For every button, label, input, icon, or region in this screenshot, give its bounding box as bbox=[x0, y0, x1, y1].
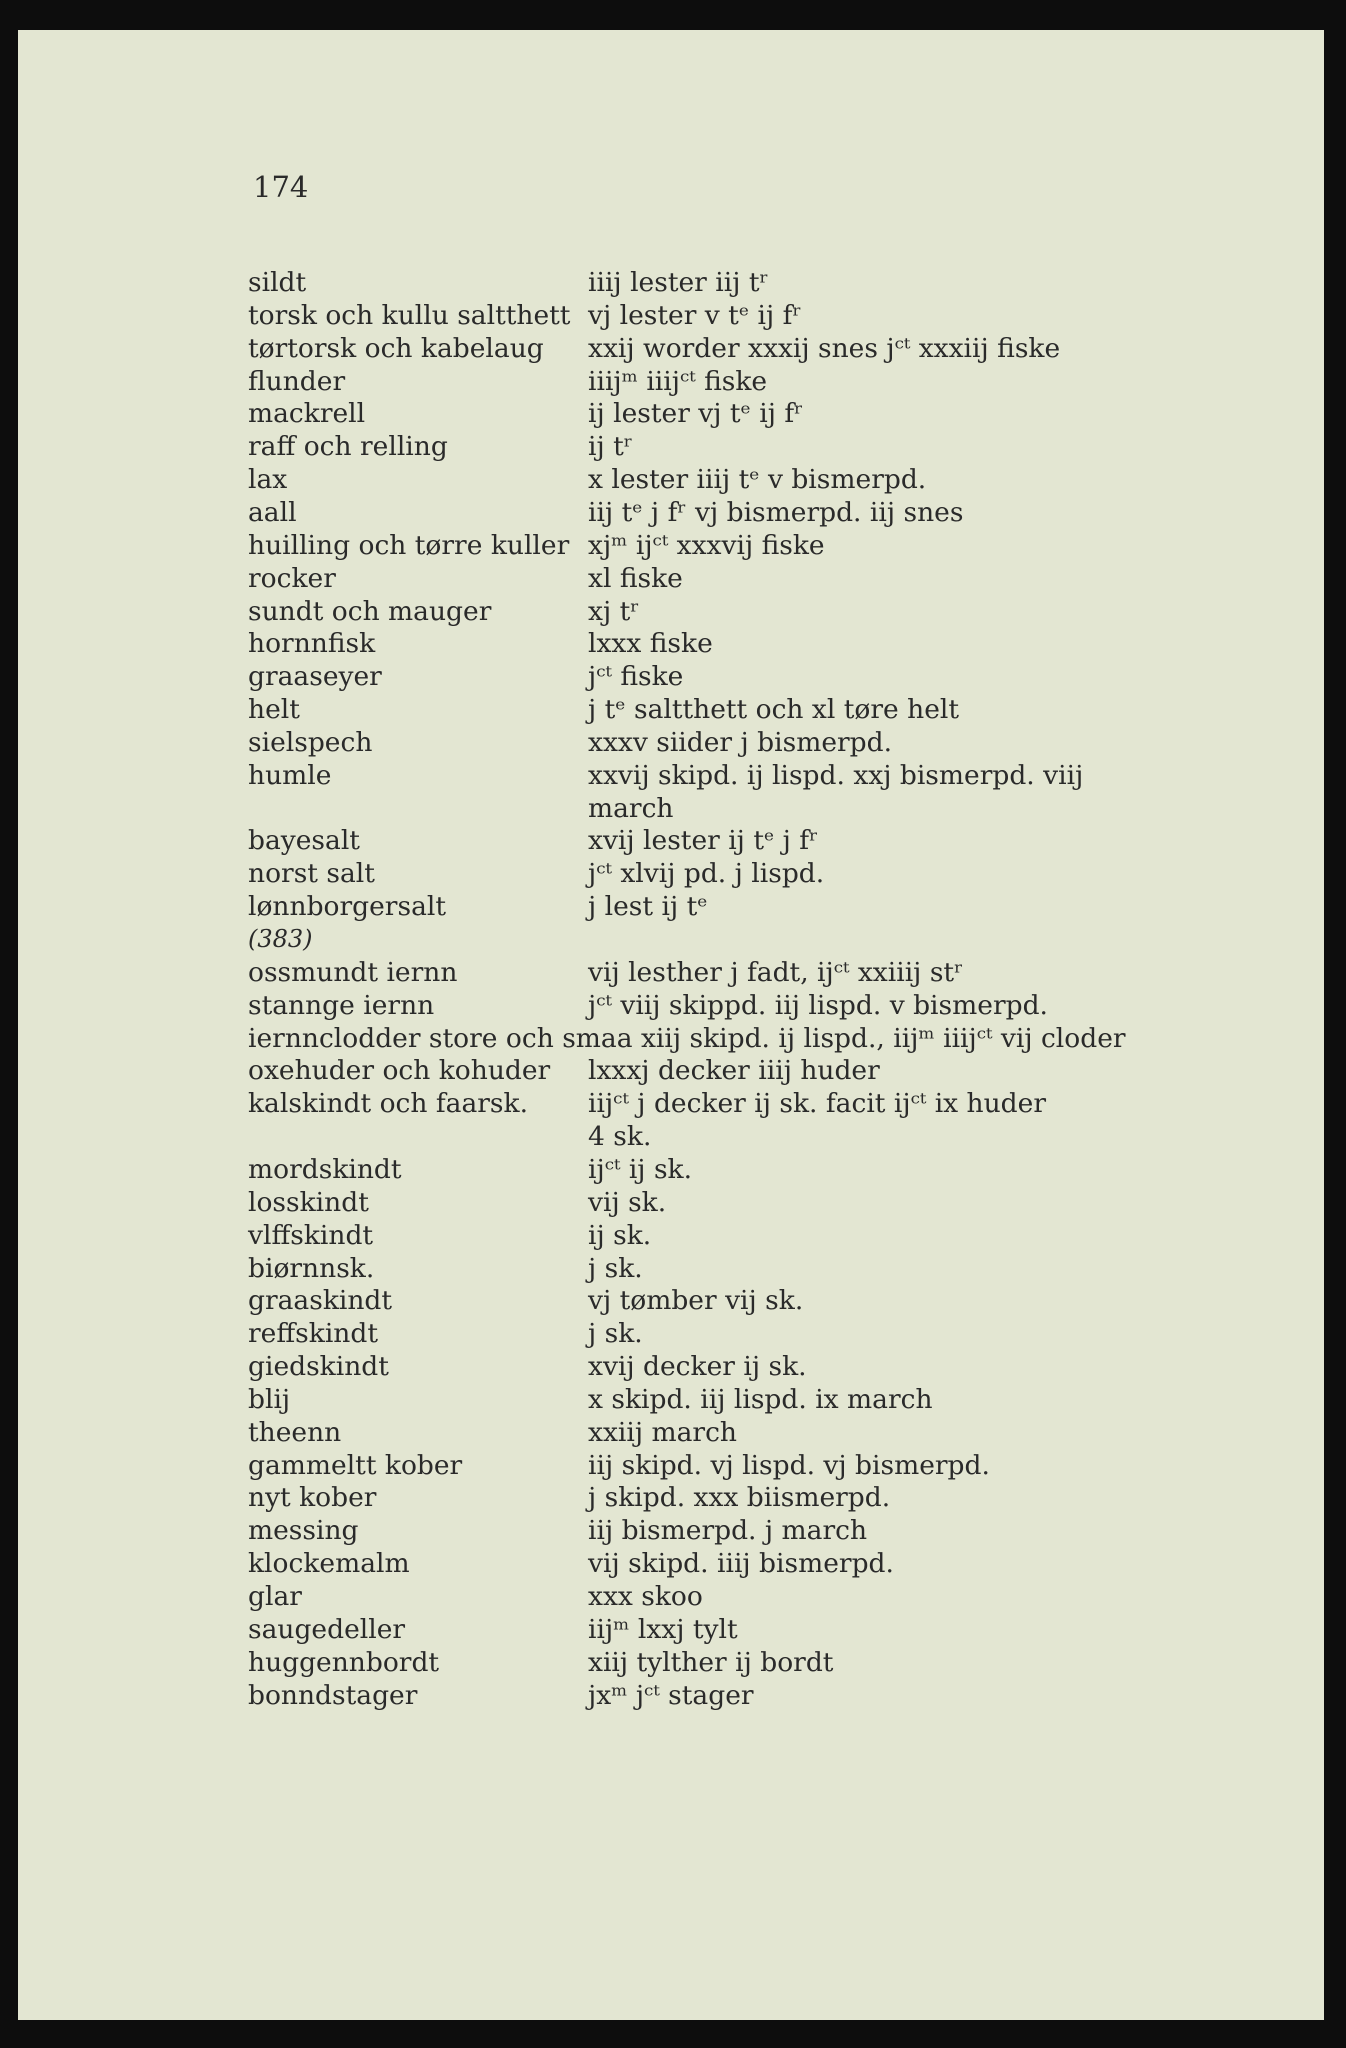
entry-item: lax bbox=[248, 464, 288, 496]
entry-row bbox=[18, 1383, 1324, 1416]
entry-item: mackrell bbox=[248, 398, 366, 430]
entry-quantity: lxxxj decker iiij huder bbox=[588, 1055, 880, 1087]
entry-row bbox=[18, 430, 1324, 463]
entry-row bbox=[18, 1646, 1324, 1679]
entry-item: klockemalm bbox=[248, 1548, 410, 1580]
entry-row bbox=[18, 1514, 1324, 1547]
entry-row bbox=[18, 1416, 1324, 1449]
entry-row bbox=[18, 1613, 1324, 1646]
entry-row bbox=[18, 1350, 1324, 1383]
entry-quantity: j lest ij tᵉ bbox=[588, 891, 708, 923]
entry-quantity: jᶜᵗ viij skippd. iij lispd. v bismerpd. bbox=[588, 989, 1048, 1021]
entry-row bbox=[18, 496, 1324, 529]
entry-full-line: iernnclodder store och smaa xiij skipd. ij lispd., iijᵐ iiijᶜᵗ vij cloder bbox=[248, 1022, 1126, 1054]
entry-item: sielspech bbox=[248, 726, 373, 758]
entry-quantity: jᶜᵗ xlvij pd. j lispd. bbox=[588, 858, 825, 890]
entry-row bbox=[18, 890, 1324, 923]
entry-item: rocker bbox=[248, 562, 336, 594]
entry-item: bayesalt bbox=[248, 825, 360, 857]
entry-row bbox=[18, 857, 1324, 890]
entry-quantity: iij tᵉ j fʳ vj bismerpd. iij snes bbox=[588, 496, 964, 528]
entry-quantity: xxvij skipd. ij lispd. xxj bismerpd. viij bbox=[588, 759, 1084, 791]
entry-row bbox=[18, 1252, 1324, 1285]
entry-row bbox=[18, 595, 1324, 628]
entry-quantity: vij sk. bbox=[588, 1186, 667, 1218]
entry-item: messing bbox=[248, 1515, 359, 1547]
entry-row bbox=[18, 1547, 1324, 1580]
entry-item: glar bbox=[248, 1581, 302, 1612]
entry-item: sundt och mauger bbox=[248, 595, 492, 627]
entry-row bbox=[18, 1481, 1324, 1514]
entry-quantity: xxiij march bbox=[588, 1416, 737, 1448]
entry-quantity: xxij worder xxxij snes jᶜᵗ xxxiij fiske bbox=[588, 332, 1061, 364]
entry-quantity: iij bismerpd. j march bbox=[588, 1515, 868, 1547]
entry-row bbox=[18, 1219, 1324, 1252]
entry-item: humle bbox=[248, 759, 332, 791]
entry-item: torsk och kullu saltthett bbox=[248, 299, 571, 331]
entry-item: losskindt bbox=[248, 1186, 369, 1218]
entry-item: saugedeller bbox=[248, 1613, 406, 1645]
entry-quantity: xvij decker ij sk. bbox=[588, 1351, 807, 1383]
entry-item: stannge iernn bbox=[248, 989, 435, 1021]
entry-item: oxehuder och kohuder bbox=[248, 1055, 551, 1087]
entry-quantity: x skipd. iij lispd. ix march bbox=[588, 1383, 933, 1415]
folio-note: (383) bbox=[248, 925, 313, 953]
entry-quantity: xxx skoo bbox=[588, 1581, 703, 1612]
entry-row bbox=[18, 1317, 1324, 1350]
entry-row bbox=[18, 660, 1324, 693]
entry-quantity: xj tʳ bbox=[588, 595, 640, 627]
entry-row bbox=[18, 1120, 1324, 1153]
entry-quantity: iij skipd. vj lispd. vj bismerpd. bbox=[588, 1449, 990, 1481]
entry-quantity: xjᵐ ijᶜᵗ xxxvij fiske bbox=[588, 529, 825, 561]
entry-row bbox=[18, 759, 1324, 792]
entry-row bbox=[18, 923, 1324, 956]
entry-quantity-continuation: march bbox=[588, 792, 674, 824]
entry-row bbox=[18, 824, 1324, 857]
entry-item: giedskindt bbox=[248, 1351, 389, 1383]
entry-quantity: vij skipd. iiij bismerpd. bbox=[588, 1548, 894, 1580]
entry-quantity: j skipd. xxx biismerpd. bbox=[588, 1482, 891, 1514]
entry-quantity: ij tʳ bbox=[588, 431, 633, 463]
entry-row bbox=[18, 989, 1324, 1022]
entry-quantity: ij sk. bbox=[588, 1219, 652, 1251]
entry-item: lønnborgersalt bbox=[248, 891, 446, 923]
entry-row bbox=[18, 1186, 1324, 1219]
entry-quantity: xl fiske bbox=[588, 562, 683, 594]
entry-row bbox=[18, 693, 1324, 726]
entry-item: flunder bbox=[248, 365, 346, 397]
entry-row bbox=[18, 1679, 1324, 1712]
entry-row bbox=[18, 956, 1324, 989]
entry-quantity: xiij tylther ij bordt bbox=[588, 1646, 834, 1678]
entry-quantity: xxxv siider j bismerpd. bbox=[588, 726, 893, 758]
entry-quantity: j sk. bbox=[588, 1318, 643, 1350]
entry-item: helt bbox=[248, 694, 300, 726]
entry-quantity-continuation: 4 sk. bbox=[588, 1121, 652, 1153]
entry-item: huilling och tørre kuller bbox=[248, 529, 570, 561]
entry-item: raff och relling bbox=[248, 431, 448, 463]
entry-item: sildt bbox=[248, 267, 307, 298]
entry-item: biørnnsk. bbox=[248, 1252, 375, 1284]
entry-quantity: vj tømber vij sk. bbox=[588, 1285, 804, 1317]
entry-quantity: x lester iiij tᵉ v bismerpd. bbox=[588, 464, 927, 496]
entry-item: blij bbox=[248, 1383, 291, 1415]
entry-row bbox=[18, 266, 1324, 299]
entry-item: theenn bbox=[248, 1416, 342, 1448]
entry-row bbox=[18, 1580, 1324, 1613]
entry-item: gammeltt kober bbox=[248, 1449, 463, 1481]
entry-item: mordskindt bbox=[248, 1153, 402, 1185]
entry-quantity: iiijᵐ iiijᶜᵗ fiske bbox=[588, 365, 768, 397]
entry-item: norst salt bbox=[248, 858, 375, 890]
entry-row bbox=[18, 1449, 1324, 1482]
entry-quantity: j tᵉ saltthett och xl tøre helt bbox=[588, 694, 959, 726]
document-page bbox=[18, 30, 1324, 2020]
entry-row bbox=[18, 529, 1324, 562]
entry-quantity: jxᵐ jᶜᵗ stager bbox=[588, 1679, 754, 1711]
entry-row bbox=[18, 397, 1324, 430]
entry-quantity: xvij lester ij tᵉ j fʳ bbox=[588, 825, 819, 857]
entry-row bbox=[18, 299, 1324, 332]
entry-item: kalskindt och faarsk. bbox=[248, 1088, 529, 1120]
entry-quantity: lxxx fiske bbox=[588, 628, 713, 660]
entry-row bbox=[18, 562, 1324, 595]
entry-row bbox=[18, 1022, 1324, 1055]
entry-item: graaseyer bbox=[248, 661, 382, 693]
entry-row bbox=[18, 1284, 1324, 1317]
entry-row bbox=[18, 1087, 1324, 1120]
entry-row bbox=[18, 332, 1324, 365]
page-number: 174 bbox=[253, 170, 309, 204]
entry-item: huggennbordt bbox=[248, 1646, 440, 1678]
entry-item: graaskindt bbox=[248, 1285, 393, 1317]
entry-quantity: iijᶜᵗ j decker ij sk. facit ijᶜᵗ ix huder bbox=[588, 1088, 1046, 1120]
entry-quantity: vj lester v tᵉ ij fʳ bbox=[588, 299, 802, 331]
entry-item: bonndstager bbox=[248, 1679, 418, 1711]
entry-row bbox=[18, 792, 1324, 825]
entry-row bbox=[18, 1054, 1324, 1087]
entry-row bbox=[18, 463, 1324, 496]
entry-quantity: ij lester vj tᵉ ij fʳ bbox=[588, 398, 804, 430]
entry-row bbox=[18, 627, 1324, 660]
entry-quantity: iijᵐ lxxj tylt bbox=[588, 1613, 738, 1645]
entry-item: tørtorsk och kabelaug bbox=[248, 332, 544, 364]
entry-item: aall bbox=[248, 496, 297, 528]
entry-item: reffskindt bbox=[248, 1318, 378, 1350]
entry-item: nyt kober bbox=[248, 1482, 377, 1514]
entry-item: hornnfisk bbox=[248, 628, 376, 660]
entry-quantity: j sk. bbox=[588, 1252, 643, 1284]
entry-item: vlffskindt bbox=[248, 1219, 374, 1251]
entry-item: ossmundt iernn bbox=[248, 956, 458, 988]
entry-quantity: iiij lester iij tʳ bbox=[588, 267, 769, 298]
entry-row bbox=[18, 365, 1324, 398]
entry-row bbox=[18, 1153, 1324, 1186]
entry-quantity: ijᶜᵗ ij sk. bbox=[588, 1153, 693, 1185]
entry-quantity: vij lesther j fadt, ijᶜᵗ xxiiij stʳ bbox=[588, 956, 964, 988]
entry-quantity: jᶜᵗ fiske bbox=[588, 661, 684, 693]
entry-row bbox=[18, 726, 1324, 759]
